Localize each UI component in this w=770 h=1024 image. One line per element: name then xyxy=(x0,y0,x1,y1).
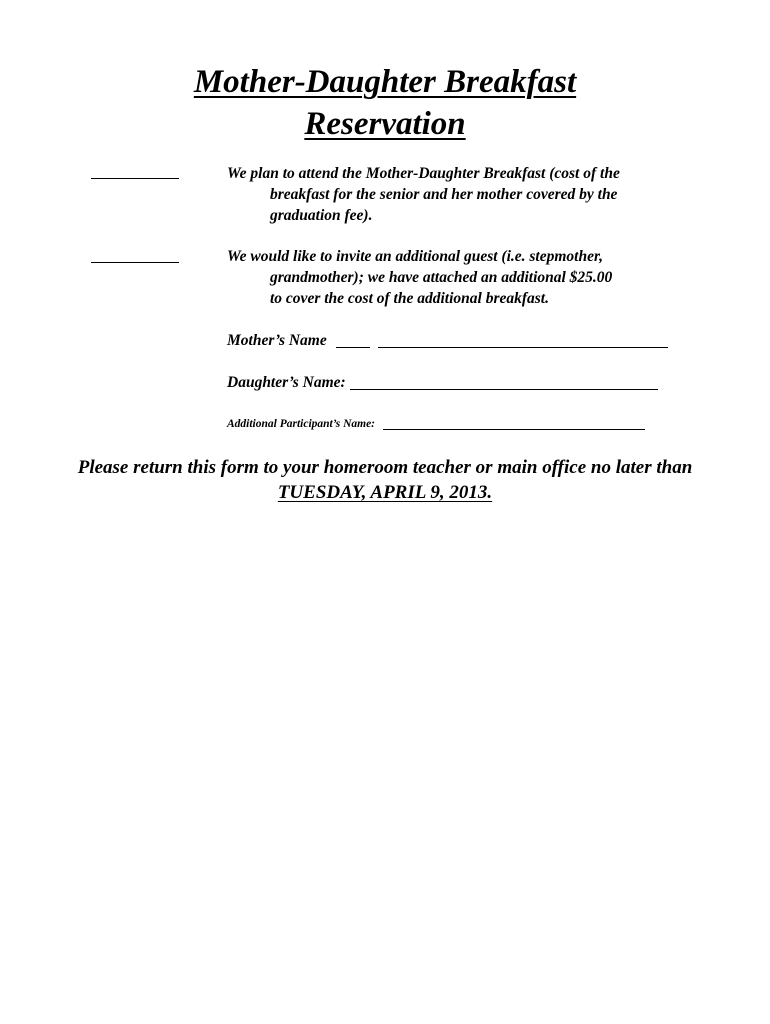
form-title-subline: Reservation xyxy=(304,106,466,142)
mothers-name-row xyxy=(227,330,668,351)
attend-checkbox-blank[interactable] xyxy=(91,178,179,179)
mothers-name-input-line[interactable] xyxy=(378,332,668,348)
mothers-name-label: Mother’s Name xyxy=(227,332,327,349)
daughters-name-row xyxy=(227,372,658,393)
attend-option-line2: breakfast for the senior and her mother covered by the xyxy=(270,186,618,203)
additional-participant-row xyxy=(227,416,645,432)
return-instructions: Please return this form to your homeroom teacher or main office no later than xyxy=(77,457,693,478)
additional-guest-option-line2: grandmother); we have attached an additional $25.00 xyxy=(270,269,613,286)
additional-guest-checkbox-blank[interactable] xyxy=(91,262,179,263)
attend-option-line3: graduation fee). xyxy=(270,207,373,224)
mothers-name-line-short[interactable] xyxy=(336,332,370,348)
form-title: Mother-Daughter Breakfast xyxy=(193,64,577,100)
return-deadline: TUESDAY, APRIL 9, 2013. xyxy=(277,482,493,503)
additional-guest-option-line1: We would like to invite an additional guest (i.e. stepmother, xyxy=(227,248,604,265)
additional-participant-input-line[interactable] xyxy=(383,418,645,430)
daughters-name-label: Daughter’s Name: xyxy=(227,374,346,391)
additional-guest-option-text xyxy=(227,246,697,309)
attend-option-line1: We plan to attend the Mother-Daughter Breakfast (cost of the xyxy=(227,165,620,182)
additional-guest-option-line3: to cover the cost of the additional breakfast. xyxy=(270,290,549,307)
attend-option-text xyxy=(227,163,697,226)
additional-participant-label: Additional Participant’s Name: xyxy=(227,418,376,430)
daughters-name-input-line[interactable] xyxy=(350,374,658,390)
